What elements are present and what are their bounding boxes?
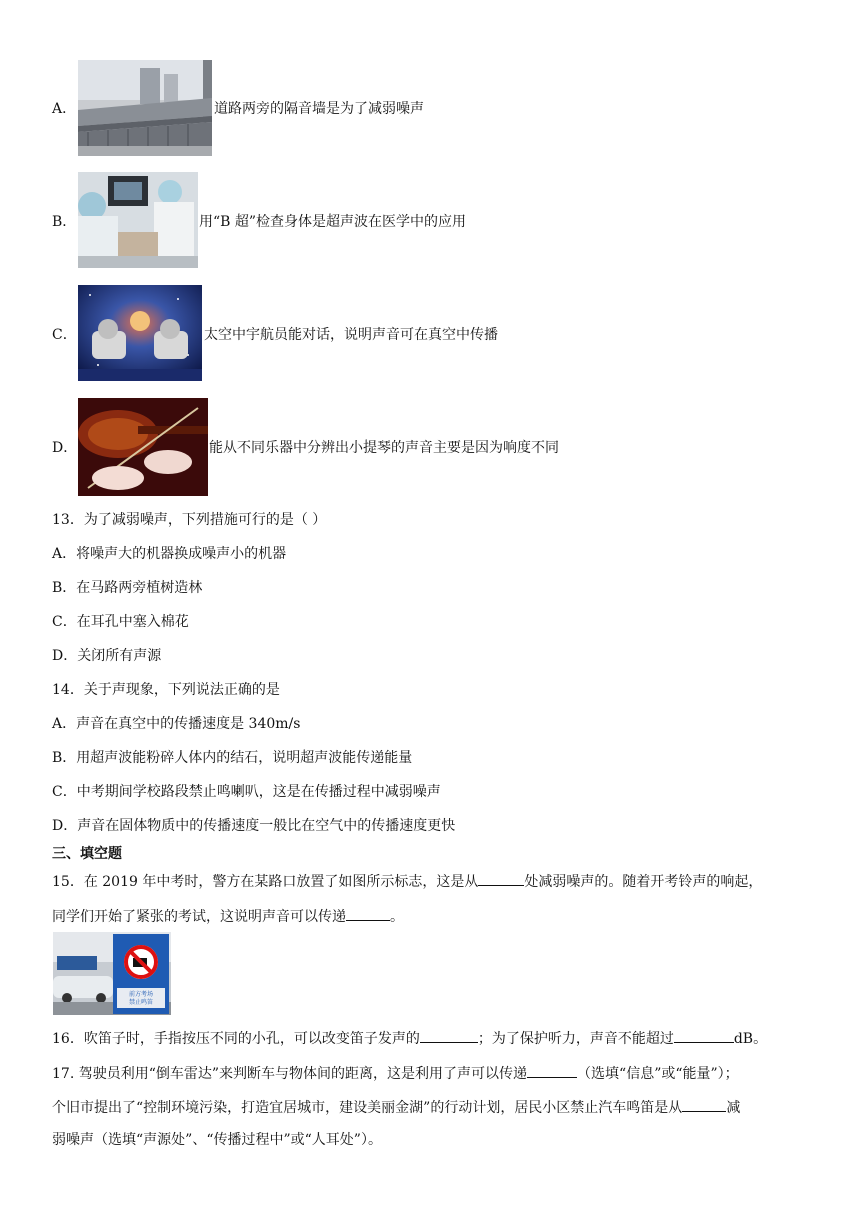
option-c: C．中考期间学校路段禁止鸣喇叭，这是在传播过程中减弱噪声	[52, 784, 441, 800]
b-ultrasound-photo	[78, 172, 198, 268]
option-a: A．将噪声大的机器换成噪声小的机器	[52, 546, 287, 562]
question-stem: 13．为了减弱噪声，下列措施可行的是（ ）	[52, 512, 327, 528]
astronauts-photo	[78, 285, 202, 381]
option-b: B．在马路两旁植树造林	[52, 580, 203, 596]
sound-barrier-photo	[78, 60, 212, 156]
q15-text-2b: 。	[390, 909, 404, 925]
q17-line-2	[52, 1097, 740, 1117]
option-a: A．声音在真空中的传播速度是 340m/s	[52, 716, 301, 732]
option-text: 道路两旁的隔音墙是为了减弱噪声	[214, 101, 424, 117]
sign-text: 前方考场	[128, 991, 154, 998]
option-letter: D．	[52, 440, 78, 456]
q16-text-a: 16．吹笛子时，手指按压不同的小孔，可以改变笛子发声的	[52, 1031, 420, 1047]
q17-line-3	[52, 1131, 382, 1149]
q17-line-1	[52, 1063, 739, 1083]
q16-text-b: ；为了保护听力，声音不能超过	[477, 1031, 674, 1047]
option-letter: C．	[52, 327, 77, 343]
question-stem: 14．关于声现象，下列说法正确的是	[52, 682, 280, 698]
q17-text-3: 弱噪声（选填“声源处”、“传播过程中”或“人耳处”）。	[52, 1132, 382, 1148]
q17-text-1a: 17. 驾驶员利用“倒车雷达”来判断车与物体间的距离，这是利用了声可以传递	[52, 1066, 528, 1082]
q17-text-2b: 减	[726, 1100, 741, 1116]
sign-text-2: 禁止鸣笛	[128, 999, 154, 1006]
q17-blank-2[interactable]	[682, 1097, 726, 1112]
q17-text-1b: （选填“信息”或“能量”）；	[577, 1066, 739, 1082]
section-heading: 三、填空题	[52, 846, 122, 862]
q16-blank-1[interactable]	[420, 1028, 478, 1043]
option-letter: A．	[52, 101, 77, 117]
question-16	[52, 1028, 767, 1048]
q16-text-c: dB。	[733, 1031, 768, 1047]
no-honking-sign-photo	[53, 932, 171, 1015]
option-c: C．在耳孔中塞入棉花	[52, 614, 189, 630]
violin-photo	[78, 398, 208, 496]
option-letter: B．	[52, 214, 77, 230]
option-b: B．用超声波能粉碎人体内的结石，说明超声波能传递能量	[52, 750, 413, 766]
q15-line-1	[52, 871, 762, 891]
q15-blank-2[interactable]	[346, 906, 390, 921]
q15-text-2a: 同学们开始了紧张的考试，这说明声音可以传递	[52, 909, 346, 925]
option-d: D．声音在固体物质中的传播速度一般比在空气中的传播速度更快	[52, 818, 456, 834]
q17-blank-1[interactable]	[527, 1063, 577, 1078]
q15-blank-1[interactable]	[478, 871, 524, 886]
q15-text-1b: 处减弱噪声的。随着开考铃声的响起，	[524, 874, 763, 890]
q16-blank-2[interactable]	[674, 1028, 734, 1043]
option-text: 能从不同乐器中分辨出小提琴的声音主要是因为响度不同	[209, 440, 559, 456]
q15-text-1a: 15．在 2019 年中考时，警方在某路口放置了如图所示标志，这是从	[52, 874, 479, 890]
q15-line-2	[52, 906, 404, 926]
q17-text-2a: 个旧市提出了“控制环境污染，打造宜居城市，建设美丽金湖”的行动计划，居民小区禁止汽车鸣笛是从	[52, 1100, 683, 1116]
option-d: D．关闭所有声源	[52, 648, 162, 664]
option-text: 用“B 超”检查身体是超声波在医学中的应用	[199, 214, 467, 230]
option-text: 太空中宇航员能对话，说明声音可在真空中传播	[204, 327, 498, 343]
